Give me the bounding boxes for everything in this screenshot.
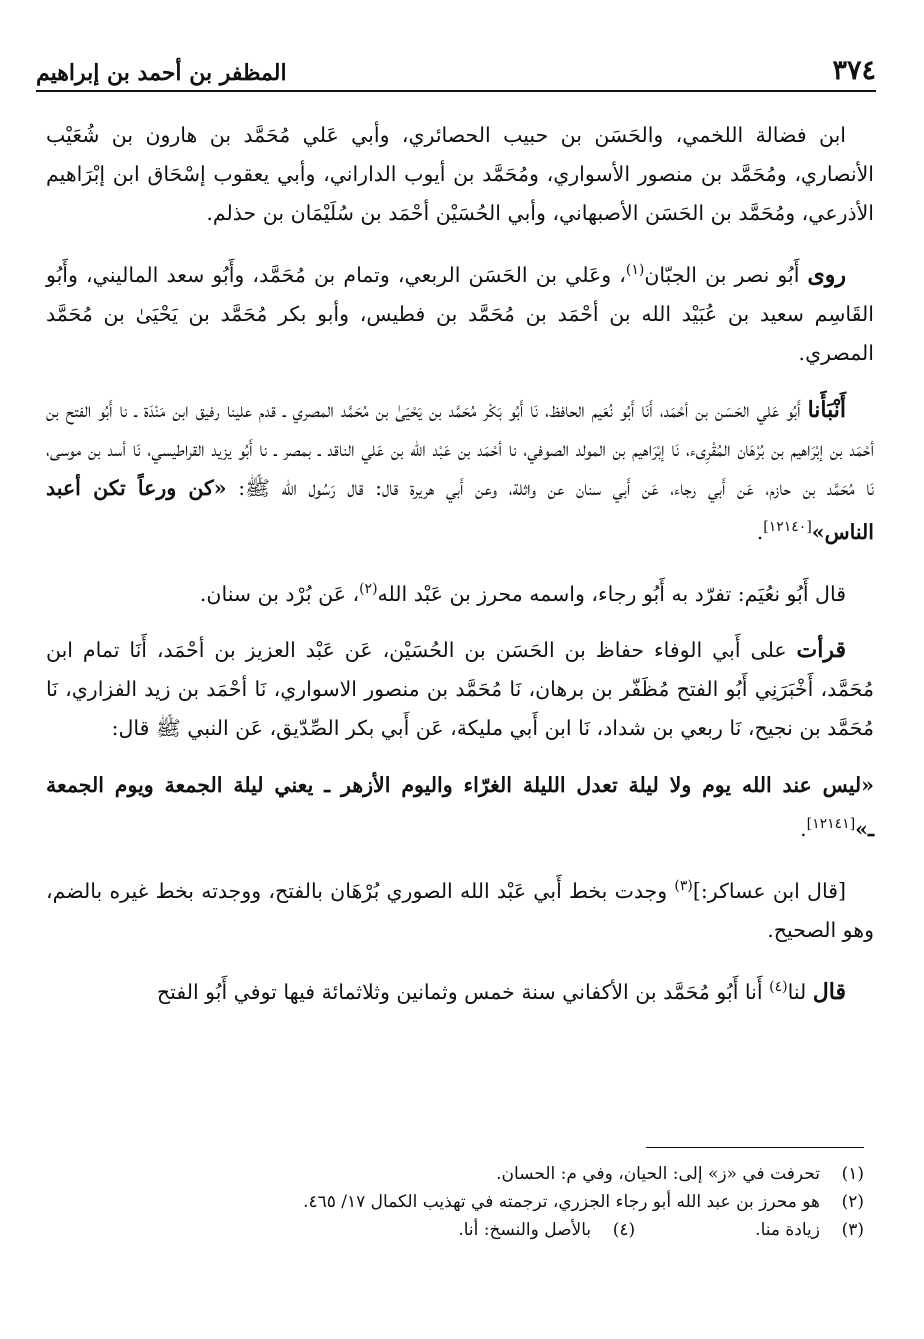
footnote-marker: (٣) — [674, 878, 693, 895]
hadith-text: «كن ورعاً تكن أعبد الناس» — [46, 475, 874, 544]
paragraph-akfani — [46, 968, 874, 1012]
running-title: المظفر بن أحمد بن إبراهيم — [36, 60, 287, 86]
footnote-marker: (٤) — [769, 979, 788, 996]
paragraph-lead-word: قال — [812, 978, 846, 1005]
page-header — [36, 52, 876, 92]
paragraph-hadith-2 — [46, 766, 874, 849]
sentence-end: . — [756, 519, 764, 544]
paragraph-teachers — [46, 116, 874, 233]
footnote-text: بالأصل والنسخ: أنا. — [458, 1220, 592, 1240]
footnote-item — [60, 1160, 864, 1188]
footnote-marker: (١) — [625, 262, 645, 278]
footnote-text: زيادة منا. — [755, 1220, 820, 1240]
paragraph-isnad-1 — [46, 391, 874, 552]
footnotes — [60, 1160, 864, 1244]
main-text — [46, 116, 874, 1030]
paragraph-text: أَبُو نصر بن الجبّان — [644, 262, 808, 287]
paragraph-text: على أَبي الوفاء حفاظ بن الحَسَن بن الحُسَيْن، عَن عَبْد العزيز بن أحْمَد، أَنَا تمام ابن مُحَمَّد، أَخْبَرَنِي أَبُو الفتح مُظَفّر بن برهان، نَا مُحَمَّد بن منصور الاسواري، نَا أحْمَد بن زيد الفزاري، نَا مُحَمَّد بن نجيح، نَا ربعي بن شداد، نَا ابن أَبي مليكة، عَن أَبي بكر الصِّدّيق، عَن النبي ﷺ قال: — [46, 638, 874, 741]
footnote-item — [60, 1188, 864, 1216]
paragraph-text: [قال ابن عساكر:] — [692, 879, 846, 904]
paragraph-ibn-asakir — [46, 867, 874, 950]
sentence-end: . — [800, 817, 807, 842]
footnote-text: هو محرز بن عبد الله أبو رجاء الجزري، ترجمته في تهذيب الكمال ١٧/ ٤٦٥. — [303, 1192, 820, 1212]
paragraph-isnad-2 — [46, 631, 874, 748]
hadith-text: «ليس عند الله يوم ولا ليلة تعدل الليلة الغرّاء واليوم الأزهر ـ يعني ليلة الجمعة ويوم الجمعة ـ» — [46, 773, 874, 842]
paragraph-text-continued: وجدت بخط أَبي عَبْد الله الصوري بُرْهَان بالفتح، ووجدته بخط غيره بالضم، وهو الصحيح. — [46, 879, 874, 943]
hadith-number: [١٢١٤٠] — [763, 518, 812, 535]
page-number: ٣٧٤ — [832, 55, 876, 86]
footnote-item — [458, 1216, 635, 1244]
paragraph-text-continued: ، وعَلي بن الحَسَن الربعي، وتمام بن مُحَمَّد، وأَبُو سعد الماليني، وأَبُو القَاسِم سعيد بن عُبَيْد الله بن أحْمَد بن مُحَمَّد بن فطيس، وأبو بكر مُحَمَّد بن يَحْيَىٰ بن مُحَمَّد المصري. — [46, 262, 874, 365]
footnote-number: (٣) — [841, 1220, 864, 1240]
hadith-number: [١٢١٤١] — [806, 816, 856, 833]
footnote-number: (١) — [841, 1164, 864, 1184]
paragraph-text: لنا — [787, 979, 813, 1004]
paragraph-lead-word: روى — [807, 261, 846, 288]
paragraph-lead-word: أَنْبَأَنا — [807, 396, 846, 423]
footnote-item — [755, 1216, 864, 1244]
paragraph-lead-word: قرأت — [796, 637, 846, 664]
footnote-number: (٤) — [612, 1220, 636, 1240]
paragraph-abu-nuaym — [46, 570, 874, 614]
paragraph-text: ابن فضالة اللخمي، والحَسَن بن حبيب الحصائري، وأبي عَلي مُحَمَّد بن هارون بن شُعَيْب الأنصاري، ومُحَمَّد بن منصور الأسواري، ومُحَمَّد بن أيوب الداراني، وأبي يعقوب إسْحَاق ابن إبْرَاهيم الأذرعي، ومُحَمَّد بن الحَسَن الأصبهاني، وأبي الحُسَيْن أحْمَد بن سُلَيْمَان بن حذلم. — [46, 123, 874, 225]
paragraph-narrators — [46, 251, 874, 373]
paragraph-text: أَبُو عَلي الحَسَن بن أحْمَد، أَنَا أَبُو نُعَيم الحافظ، نَا أَبُو بَكْر مُحَمَّد بن يَحْيَىٰ بن مُحَمَّد المصري ـ قدم علينا رفيق ابن مَنْدَة ـ نا أَبُو الفتح بن أحْمَد بن إبْرَاهيم بن بُرْهَان المُقْرِىء، نَا إبْرَاهيم بن المولد الصوفي، نا أحْمَد بن عَبْد الله بن عَلي الناقد ـ بمصر ـ نا أَبُو يزيد القراطيسي، نَا أسد بن موسى، نَا مُحَمَّد بن حازم، عَن أَبي رجاء، عَن أَبي سنان عن واثلة، وعن أَبي هريرة قال: قال رَسُول الله ﷺ: — [46, 397, 874, 500]
footnote-divider — [646, 1147, 864, 1148]
footnote-marker: (٢) — [359, 580, 378, 597]
footnote-text: تحرفت في «ز» إلى: الحيان، وفي م: الحسان. — [496, 1164, 820, 1184]
paragraph-text-continued: أَنا أَبُو مُحَمَّد بن الأكفاني سنة خمس وثمانين وثلاثمائة فيها توفي أَبُو الفتح — [156, 979, 770, 1004]
footnote-row — [60, 1216, 864, 1244]
footnote-number: (٢) — [841, 1192, 864, 1212]
paragraph-text-continued: ، عَن بُرْد بن سنان. — [199, 581, 360, 606]
paragraph-text: قال أَبُو نعُيَم: تفرّد به أَبُو رجاء، واسمه محرز بن عَبْد الله — [377, 581, 846, 606]
